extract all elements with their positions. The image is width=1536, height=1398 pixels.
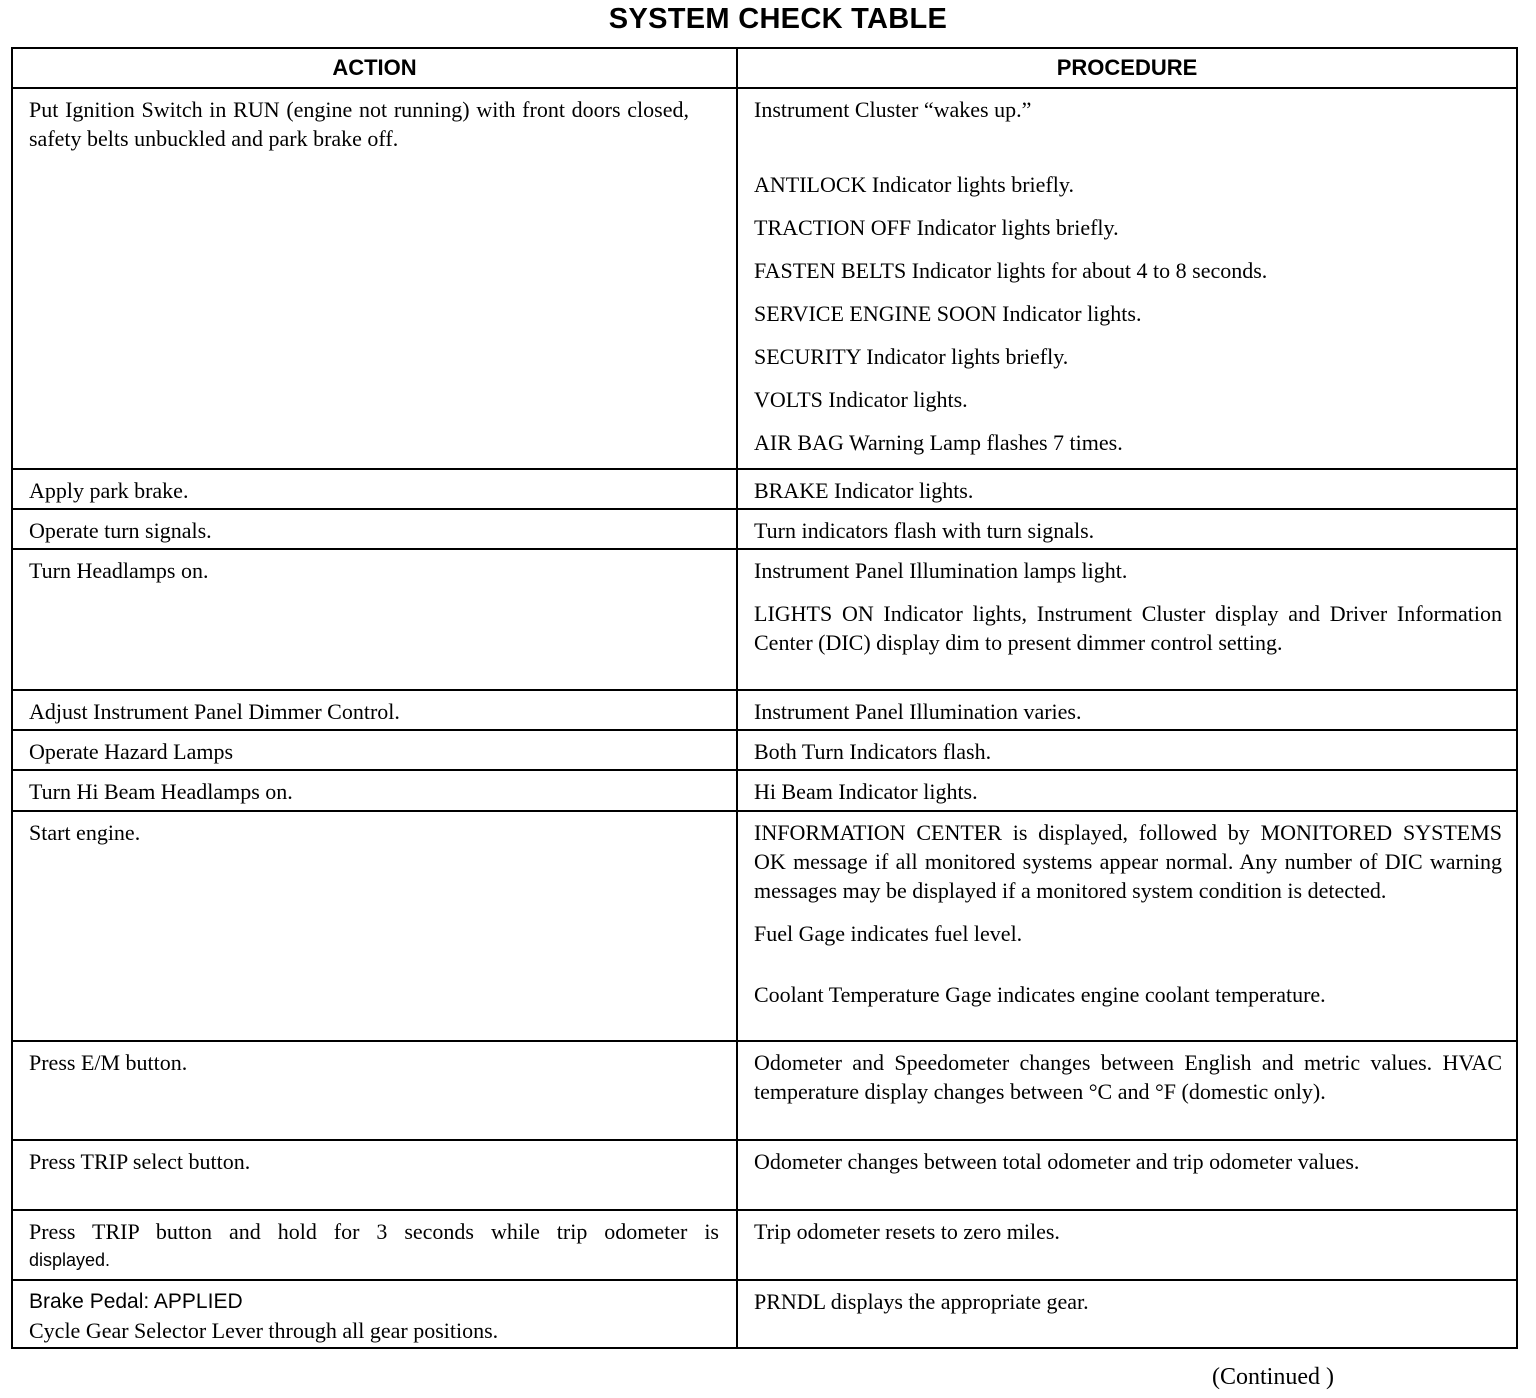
procedure-text: SERVICE ENGINE SOON Indicator lights. <box>754 301 1142 326</box>
procedure-cell <box>737 1280 1517 1348</box>
continued-note: (Continued ) <box>1212 1364 1334 1390</box>
procedure-text: AIR BAG Warning Lamp flashes 7 times. <box>754 430 1123 455</box>
procedure-text: FASTEN BELTS Indicator lights for about 4 to 8 seconds. <box>754 258 1268 283</box>
table-row <box>12 469 1517 509</box>
action-text: Operate Hazard Lamps <box>29 739 234 764</box>
action-cell <box>12 509 737 549</box>
procedure-text: PRNDL displays the appropriate gear. <box>754 1289 1089 1314</box>
action-cell <box>12 811 737 1041</box>
action-text: Apply park brake. <box>29 478 189 503</box>
action-text: Adjust Instrument Panel Dimmer Control. <box>29 699 400 724</box>
procedure-text: TRACTION OFF Indicator lights briefly. <box>754 215 1119 240</box>
procedure-text: Instrument Panel Illumination varies. <box>754 699 1082 724</box>
procedure-text: Turn indicators flash with turn signals. <box>754 518 1095 543</box>
action-text-continued: Cycle Gear Selector Lever through all gear positions. <box>29 1318 499 1343</box>
action-text: Brake Pedal: APPLIED <box>29 1290 243 1313</box>
table-header-row <box>12 48 1517 88</box>
action-text: Operate turn signals. <box>29 518 212 543</box>
table-row <box>12 509 1517 549</box>
action-cell <box>12 690 737 730</box>
procedure-cell <box>737 509 1517 549</box>
table-row <box>12 770 1517 811</box>
procedure-cell <box>737 469 1517 509</box>
action-cell <box>12 1041 737 1140</box>
procedure-text: Odometer changes between total odometer and trip odometer values. <box>754 1149 1360 1174</box>
procedure-text: Coolant Temperature Gage indicates engine coolant temperature. <box>754 982 1326 1007</box>
procedure-cell <box>737 88 1517 469</box>
action-cell <box>12 1140 737 1210</box>
action-text: Press E/M button. <box>29 1050 188 1075</box>
action-cell <box>12 469 737 509</box>
procedure-cell <box>737 730 1517 770</box>
procedure-text: Fuel Gage indicates fuel level. <box>754 921 1023 946</box>
table-row <box>12 1140 1517 1210</box>
table-row <box>12 1041 1517 1140</box>
action-text: Press TRIP select button. <box>29 1149 251 1174</box>
system-check-table <box>11 47 1518 1349</box>
procedure-text: Instrument Panel Illumination lamps light. <box>754 558 1128 583</box>
action-text: Press TRIP button and hold for 3 seconds while trip odometer is <box>29 1219 719 1244</box>
table-row <box>12 1280 1517 1348</box>
action-cell <box>12 88 737 469</box>
procedure-cell <box>737 811 1517 1041</box>
procedure-cell <box>737 690 1517 730</box>
table-row <box>12 730 1517 770</box>
table-row <box>12 690 1517 730</box>
procedure-text: INFORMATION CENTER is displayed, followed by MONITORED SYSTEMS OK message if all monitored systems appear normal. Any number of DIC warning messages may be displayed if a monitored system condition is detected. <box>754 820 1502 903</box>
procedure-text: BRAKE Indicator lights. <box>754 478 974 503</box>
procedure-text: ANTILOCK Indicator lights briefly. <box>754 172 1074 197</box>
table-row <box>12 1210 1517 1280</box>
procedure-cell <box>737 1140 1517 1210</box>
action-cell <box>12 549 737 690</box>
column-header-procedure: PROCEDURE <box>737 48 1517 88</box>
procedure-text: Both Turn Indicators flash. <box>754 739 992 764</box>
procedure-text: LIGHTS ON Indicator lights, Instrument Cluster display and Driver Information Center (DIC) display dim to present dimmer control setting. <box>754 601 1502 655</box>
column-header-action: ACTION <box>12 48 737 88</box>
procedure-text: Instrument Cluster “wakes up.” <box>754 97 1032 122</box>
table-row <box>12 549 1517 690</box>
procedure-text: VOLTS Indicator lights. <box>754 387 968 412</box>
procedure-cell <box>737 549 1517 690</box>
action-text: Turn Headlamps on. <box>29 558 209 583</box>
table-row <box>12 811 1517 1041</box>
procedure-text: Odometer and Speedometer changes between English and metric values. HVAC temperature display changes between °C and °F (domestic only). <box>754 1050 1502 1104</box>
action-text: Put Ignition Switch in RUN (engine not running) with front doors closed, safety belts unbuckled and park brake off. <box>29 97 689 151</box>
action-text: Start engine. <box>29 820 141 845</box>
procedure-text: Hi Beam Indicator lights. <box>754 779 978 804</box>
table-row <box>12 88 1517 469</box>
procedure-cell <box>737 1210 1517 1280</box>
action-cell <box>12 770 737 811</box>
action-cell <box>12 1280 737 1348</box>
page-title: SYSTEM CHECK TABLE <box>608 3 948 35</box>
action-text-continued: displayed. <box>29 1250 111 1270</box>
procedure-text: SECURITY Indicator lights briefly. <box>754 344 1069 369</box>
procedure-cell <box>737 770 1517 811</box>
procedure-text: Trip odometer resets to zero miles. <box>754 1219 1060 1244</box>
action-cell <box>12 730 737 770</box>
action-text: Turn Hi Beam Headlamps on. <box>29 779 293 804</box>
procedure-cell <box>737 1041 1517 1140</box>
action-cell <box>12 1210 737 1280</box>
